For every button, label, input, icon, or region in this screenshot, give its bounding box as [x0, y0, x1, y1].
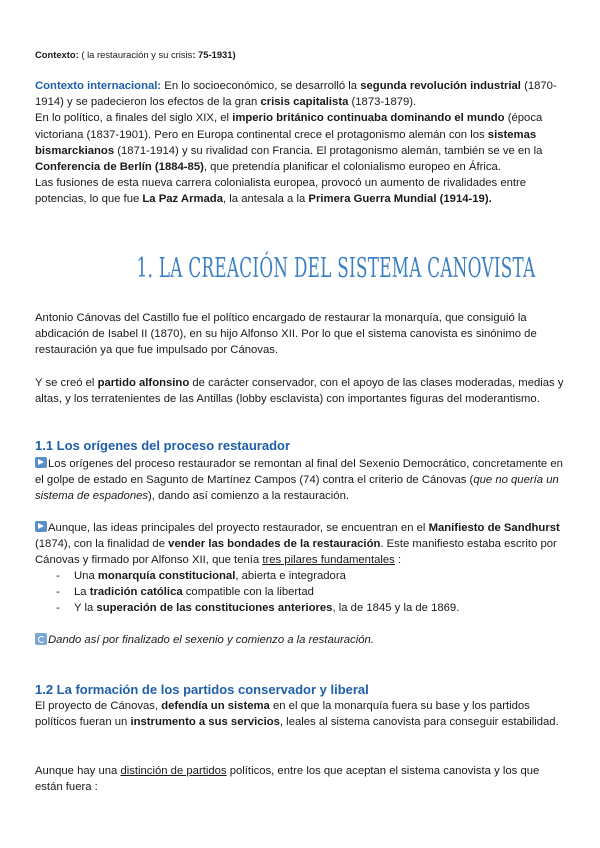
text-run: (1874), con la finalidad de — [35, 538, 169, 551]
refresh-icon — [35, 633, 47, 645]
section-title: 1. LA CREACIÓN DEL SISTEMA CANOVISTA — [136, 253, 536, 284]
bold-run: imperio británico continuaba dominando el mundo — [232, 112, 505, 125]
text-run: En lo socioeconómico, se desarrolló la — [161, 80, 361, 92]
bold-run: segunda revolución industrial — [360, 80, 521, 92]
text-run: (1873-1879). — [348, 96, 417, 109]
italic-run: Dando así por finalizado el sexenio y comienzo a la restauración. — [48, 634, 374, 646]
list-item — [35, 568, 570, 584]
text-run: Y la — [74, 602, 97, 615]
alfonsino-paragraph — [35, 375, 570, 407]
text-run: Una — [74, 570, 98, 582]
context-text: ( la restauración y su crisis — [78, 49, 193, 60]
arrow-right-icon — [35, 521, 47, 532]
bold-run: sistemas bismarckianos — [35, 128, 537, 157]
context-years: : 75-1931) — [192, 49, 236, 60]
parties-paragraph — [35, 698, 570, 730]
origins-paragraph — [35, 456, 570, 505]
bold-run: instrumento a sus servicios — [130, 716, 280, 729]
conclusion-line — [35, 632, 570, 648]
text-run: , la de 1845 y la de 1869. — [332, 602, 460, 615]
list-item — [35, 600, 570, 616]
international-context-label: Contexto internacional: — [35, 80, 162, 92]
bold-run: monarquía constitucional — [97, 570, 236, 582]
text-run: políticos, entre los que aceptan el sistema canovista y los que están fuera : — [35, 765, 540, 794]
bold-run: tradición católica — [89, 586, 183, 599]
bold-run: La Paz Armada — [142, 193, 223, 206]
text-run: La — [74, 586, 90, 599]
text-run: (1871-1914) y su rivalidad con Francia. El protagonismo alemán, también se ve en la — [114, 144, 543, 157]
text-run: , leales al sistema canovista para conseguir estabilidad. — [279, 716, 559, 729]
underlined-run: distinción de partidos — [120, 765, 227, 777]
text-run: En lo político, a finales del siglo XIX, el — [35, 112, 233, 125]
text-run: Los orígenes del proceso restaurador se remontan al final del Sexenio Democrático, concretamente en el golpe de estado en Sagunto de Martínez Campos (74) contra el criterio de Cánovas ( — [35, 458, 563, 487]
text-run: en el que la monarquía fuera su base y los partidos políticos fueran un — [35, 700, 530, 729]
sandhurst-paragraph — [35, 520, 570, 569]
bold-run: Primera Guerra Mundial (1914-19). — [308, 193, 492, 206]
heading-1-2: 1.2 La formación de los partidos conservador y liberal — [35, 682, 369, 697]
context-line — [35, 49, 236, 60]
text-run: compatible con la libertad — [182, 586, 314, 599]
international-context-paragraph — [35, 78, 570, 208]
text-run: Aunque, las ideas principales del proyecto restaurador, se encuentran en el — [48, 522, 429, 534]
canovas-paragraph: Antonio Cánovas del Castillo fue el político encargado de restaurar la monarquía, que consiguió la abdicación de Isabel II (1870), en su hijo Alfonso XII. Por lo que el sistema canovista es sinónimo de restauración ya que fue impulsado por Cánovas. — [35, 312, 537, 357]
italic-run: que no quería un sistema de espadones — [35, 474, 559, 503]
text-run: . Este manifiesto estaba escrito por Cánovas y firmado por Alfonso XII, que tenía — [35, 538, 557, 567]
context-label: Contexto: — [35, 49, 79, 60]
bold-run: superación de las constituciones anteriores — [96, 602, 333, 615]
text-run: Las fusiones de esta nueva carrera colonialista europea, provocó un aumento de rivalidades entre potencias, lo que fue — [35, 177, 527, 206]
text-run: ), dando así comienzo a la restauración. — [148, 490, 349, 503]
text-run: , que pretendía planificar el colonialismo europeo en África. — [203, 161, 501, 174]
bold-run: crisis capitalista — [260, 96, 349, 109]
underlined-run: tres pilares fundamentales — [262, 554, 395, 567]
text-run: Y se creó el — [35, 377, 98, 389]
bold-run: Conferencia de Berlín (1884-85) — [35, 161, 204, 174]
text-run: (época victoriana (1837-1901). Pero en Europa continental crece el protagonismo alemán con los — [35, 112, 543, 141]
text-run: (1870-1914) y se padecieron los efectos de la gran — [35, 80, 557, 109]
bold-run: vender las bondades de la restauración — [168, 538, 381, 551]
list-item — [35, 584, 570, 600]
bold-run: partido alfonsino — [97, 377, 190, 389]
text-run: , abierta e integradora — [235, 570, 346, 582]
heading-1-1: 1.1 Los orígenes del proceso restaurador — [35, 438, 291, 453]
arrow-right-icon — [35, 457, 47, 468]
bold-run: Manifiesto de Sandhurst — [428, 522, 560, 534]
distinction-paragraph — [35, 763, 570, 795]
pillars-list — [35, 568, 570, 617]
text-run: de carácter conservador, con el apoyo de las clases moderadas, medias y altas, y los terratenientes de las Antillas (lobby esclavista) con importantes figuras del moderantismo. — [35, 377, 564, 406]
bold-run: defendía un sistema — [161, 700, 270, 712]
text-run: , la antesala a la — [222, 193, 309, 206]
text-run: El proyecto de Cánovas, — [35, 700, 162, 712]
text-run: Aunque hay una — [35, 765, 121, 777]
text-run: : — [394, 554, 402, 567]
